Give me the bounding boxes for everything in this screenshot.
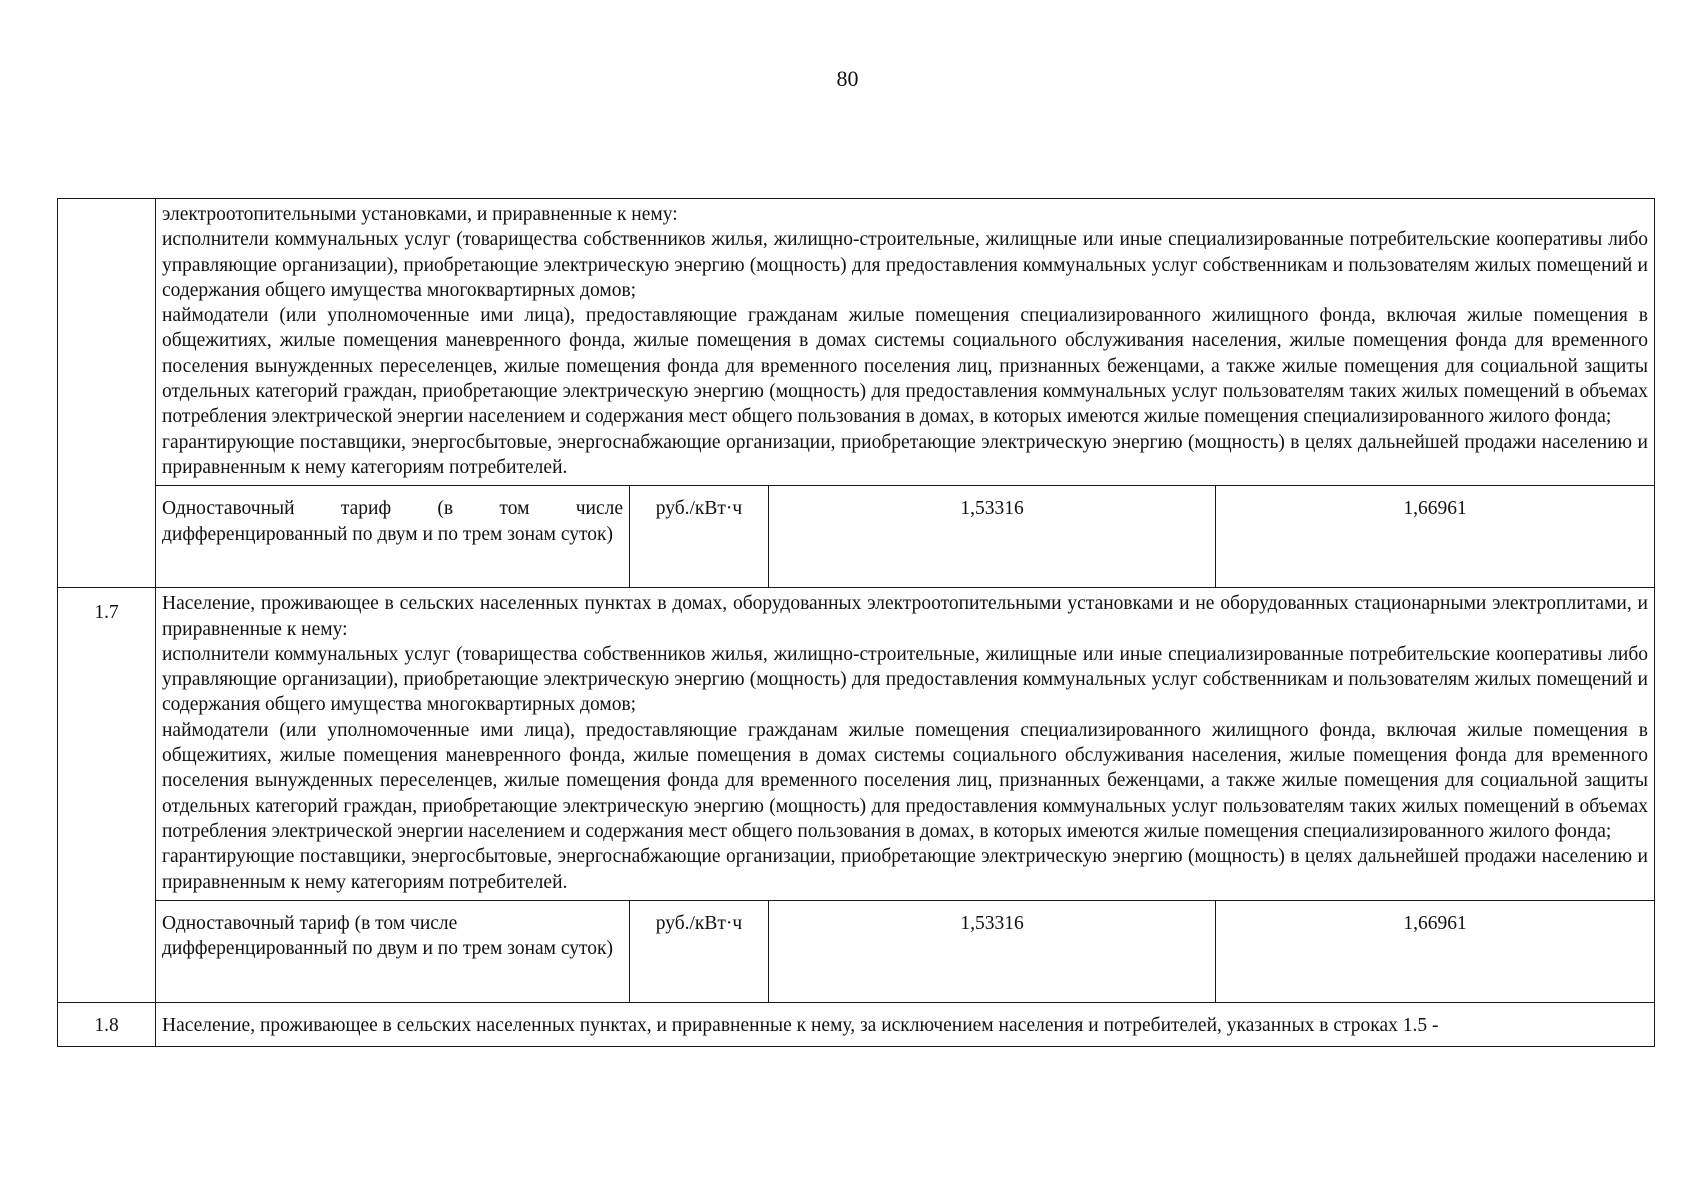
- tariff-name: Одноставочный тариф (в том числе дифференцированный по двум и по трем зонам суток): [156, 486, 630, 588]
- tariff-table: [57, 198, 1655, 1047]
- description-paragraph: Население, проживающее в сельских населенных пунктах в домах, оборудованных электроотопительными установками и не оборудованных стационарными электроплитами, и приравненные к нему:: [162, 593, 1648, 640]
- description-paragraph: исполнители коммунальных услуг (товарищества собственников жилья, жилищно-строительные, жилищные или иные специализированные потребительские кооперативы либо управляющие организации), приобретающие электрическую энергию (мощность) для предоставления коммунальных услуг собственникам и пользователям жилых помещений и содержания общего имущества многоквартирных домов;: [162, 643, 1648, 716]
- description-paragraph: наймодатели (или уполномоченные ими лица), предоставляющие гражданам жилые помещения специализированного жилищного фонда, включая жилые помещения в общежитиях, жилые помещения маневренного фонда, жилые помещения в домах системы социального обслуживания населения, жилые помещения фонда для временного поселения вынужденных переселенцев, жилые помещения фонда для временного поселения лиц, признанных беженцами, а также жилые помещения для социальной защиты отдельных категорий граждан, приобретающие электрическую энергию (мощность) для предоставления коммунальных услуг пользователям таких жилых помещений в объемах потребления электрической энергии населением и содержания мест общего пользования в домах, в которых имеются жилые помещения специализированного жилого фонда;: [162, 719, 1648, 842]
- description-paragraph: гарантирующие поставщики, энергосбытовые, энергоснабжающие организации, приобретающие электрическую энергию (мощность) в целях дальнейшей продажи населению и приравненным к нему категориям потребителей.: [162, 431, 1648, 478]
- tariff-value-first-half: 1,53316: [769, 486, 1216, 588]
- tariff-row: [58, 900, 1655, 1002]
- tariff-unit: руб./кВт·ч: [630, 486, 769, 588]
- page-number: 80: [836, 66, 859, 91]
- row-number-cell: [58, 199, 156, 588]
- row-description: Население, проживающее в сельских населенных пунктах, и приравненные к нему, за исключением населения и потребителей, указанных в строках 1.5 -: [156, 1002, 1655, 1046]
- tariff-unit: руб./кВт·ч: [630, 900, 769, 1002]
- tariff-row: [58, 486, 1655, 588]
- table-row-1-8: [58, 1002, 1655, 1046]
- table-row-continued: [58, 199, 1655, 486]
- tariff-value-first-half: 1,53316: [769, 900, 1216, 1002]
- row-description: [156, 199, 1655, 486]
- table-row-1-7: [58, 588, 1655, 901]
- description-paragraph: наймодатели (или уполномоченные ими лица), предоставляющие гражданам жилые помещения специализированного жилищного фонда, включая жилые помещения в общежитиях, жилые помещения маневренного фонда, жилые помещения в домах системы социального обслуживания населения, жилые помещения фонда для временного поселения вынужденных переселенцев, жилые помещения фонда для временного поселения лиц, признанных беженцами, а также жилые помещения для социальной защиты отдельных категорий граждан, приобретающие электрическую энергию (мощность) для предоставления коммунальных услуг пользователям таких жилых помещений в объемах потребления электрической энергии населением и содержания мест общего пользования в домах, в которых имеются жилые помещения специализированного жилого фонда;: [162, 305, 1648, 428]
- tariff-value-second-half: 1,66961: [1216, 900, 1655, 1002]
- row-number-cell: 1.7: [58, 588, 156, 1003]
- row-description: [156, 588, 1655, 901]
- description-paragraph: электроотопительными установками, и приравненные к нему:: [162, 204, 678, 225]
- description-paragraph: гарантирующие поставщики, энергосбытовые, энергоснабжающие организации, приобретающие электрическую энергию (мощность) в целях дальнейшей продажи населению и приравненным к нему категориям потребителей.: [162, 846, 1648, 893]
- row-number-cell: 1.8: [58, 1002, 156, 1046]
- description-paragraph: исполнители коммунальных услуг (товарищества собственников жилья, жилищно-строительные, жилищные или иные специализированные потребительские кооперативы либо управляющие организации), приобретающие электрическую энергию (мощность) для предоставления коммунальных услуг собственникам и пользователям жилых помещений и содержания общего имущества многоквартирных домов;: [162, 229, 1648, 301]
- tariff-value-second-half: 1,66961: [1216, 486, 1655, 588]
- tariff-name: Одноставочный тариф (в том числе дифференцированный по двум и по трем зонам суток): [156, 900, 630, 1002]
